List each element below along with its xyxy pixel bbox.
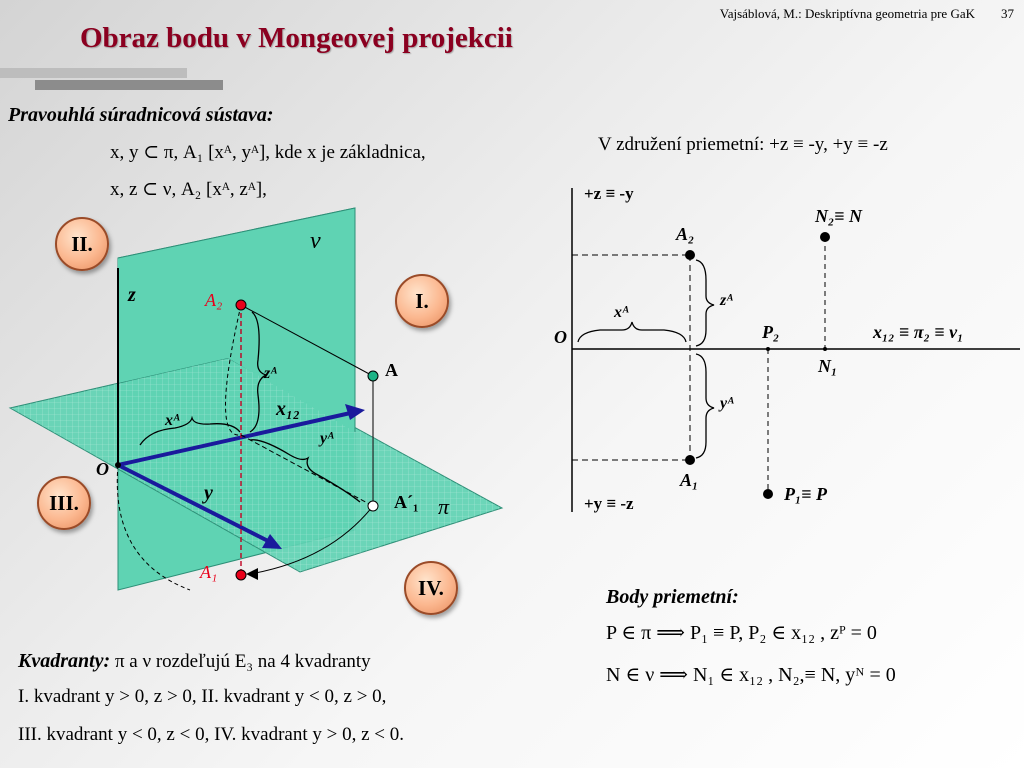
point-p2 (766, 347, 770, 351)
label-a: A (385, 360, 398, 380)
label-ya-left: yᴬ (320, 430, 334, 447)
label-xa-right: xᴬ (614, 304, 629, 321)
point-p1 (763, 489, 773, 499)
label-y: y (204, 482, 213, 504)
point-a2-right (685, 250, 695, 260)
body-line-1: P ∈ π ⟹ P₁ ≡ P, P₂ ∈ x₁₂ , zᴾ = 0 (606, 622, 877, 644)
kvadranty-text-1: π a ν rozdeľujú E₃ na 4 kvadranty (114, 651, 371, 672)
label-nu: ν (310, 228, 321, 254)
badge-quadrant-3: III. (37, 476, 91, 530)
label-a-prime: A´₁ (394, 492, 419, 512)
body-line-2: N ∈ ν ⟹ N₁ ∈ x₁₂ , N₂,≡ N, yᴺ = 0 (606, 664, 896, 686)
label-pi: π (438, 494, 450, 519)
badge-quadrant-2: II. (55, 217, 109, 271)
label-a2: A₂ (205, 290, 223, 310)
point-n2 (820, 232, 830, 242)
badge-quadrant-4: IV. (404, 561, 458, 615)
label-x12-right: x₁₂ ≡ π₂ ≡ ν₁ (873, 322, 964, 342)
label-o-right: O (554, 327, 567, 347)
page-number: 37 (1001, 6, 1014, 21)
label-p2: P₂ (762, 322, 780, 342)
label-plus-y: +y ≡ -z (584, 494, 634, 513)
association-heading: V združení priemetní: +z ≡ -y, +y ≡ -z (598, 134, 888, 155)
header-credit: Vajsáblová, M.: Deskriptívna geometria pre GaK 37 (719, 6, 1014, 21)
label-a1-right: A₁ (680, 470, 699, 490)
label-xa-left: xᴬ (165, 412, 180, 429)
label-za-left: zᴬ (264, 365, 277, 382)
system-heading: Pravouhlá súradnicová sústava: (8, 104, 274, 126)
label-za-right: zᴬ (720, 292, 733, 309)
badge-quadrant-1: I. (395, 274, 449, 328)
kvadranty-heading: Kvadranty: (18, 650, 111, 672)
kvadranty-line-1 (18, 650, 371, 673)
kvadranty-line-2: I. kvadrant y > 0, z > 0, II. kvadrant y < 0, z > 0, (18, 686, 387, 707)
label-a2-right: A₂ (676, 224, 695, 244)
point-n1 (823, 347, 827, 351)
page-title: Obraz bodu v Mongeovej projekcii (80, 22, 513, 54)
label-n2: N₂≡ N (815, 206, 863, 226)
label-a1: A₁ (200, 562, 218, 582)
system-line-1: x, y ⊂ π, A₁ [xᴬ, yᴬ], kde x je základnica, (110, 142, 426, 163)
label-p1: P₁≡ P (784, 484, 828, 504)
label-x12-left: x₁₂ (276, 398, 300, 420)
body-heading: Body priemetní: (606, 586, 739, 608)
kvadranty-line-3: III. kvadrant y < 0, z < 0, IV. kvadrant y > 0, z < 0. (18, 724, 405, 745)
label-o-left: O (96, 459, 109, 479)
label-z: z (128, 284, 136, 306)
label-plus-z: +z ≡ -y (584, 184, 634, 203)
label-ya-right: yᴬ (720, 395, 734, 412)
label-n1: N₁ (818, 356, 838, 376)
point-a1-right (685, 455, 695, 465)
system-line-2: x, z ⊂ ν, A₂ [xᴬ, zᴬ], (110, 179, 267, 200)
